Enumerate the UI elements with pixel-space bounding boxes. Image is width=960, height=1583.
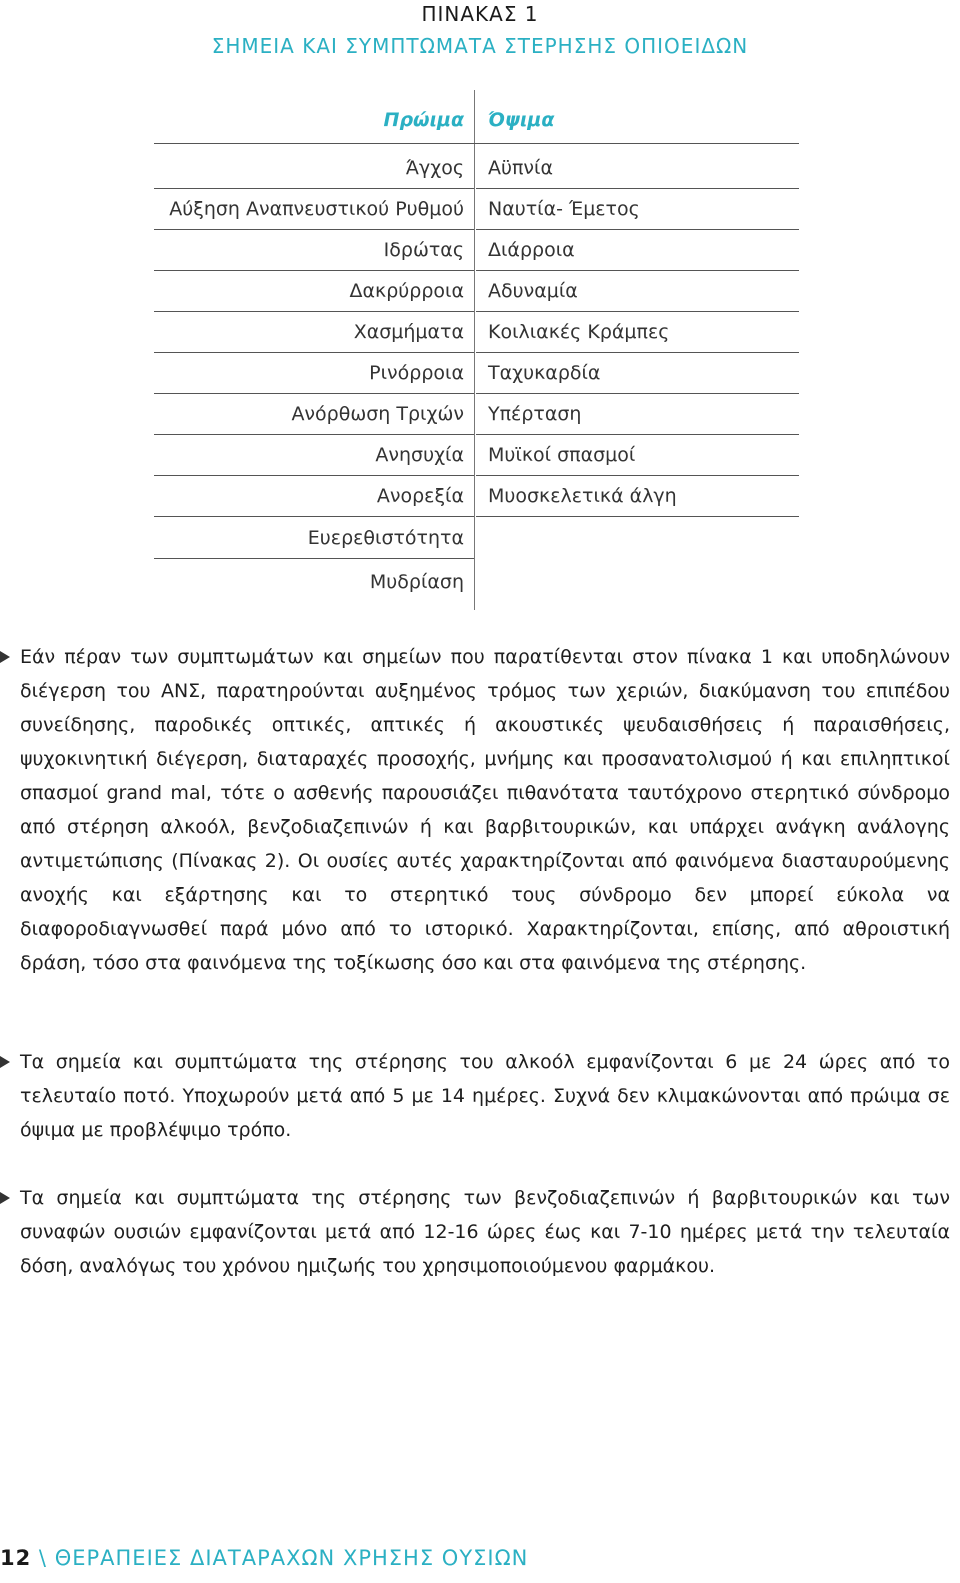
table-header-row [154,100,799,144]
late-cell: Μυοσκελετικά άλγη [488,485,677,507]
table-row [154,312,799,353]
header-late: Όψιμα [488,109,555,131]
table-title: ΣΗΜΕΙΑ ΚΑΙ ΣΥΜΠΤΩΜΑΤΑ ΣΤΕΡΗΣΗΣ ΟΠΙΟΕΙΔΩΝ [211,34,749,58]
late-cell: Ναυτία- Έμετος [488,198,640,220]
early-cell: Αύξηση Αναπνευστικού Ρυθμού [169,198,464,220]
table-row [154,230,799,271]
paragraph-1: Εάν πέραν των συμπτωμάτων και σημείων που παρατίθενται στον πίνακα 1 και υποδηλώνουν διέγερση του ΑΝΣ, παρατηρούνται αυξημένος τρόμος των χεριών, διακύμανση του επιπέδου συνείδησης, παροδικές οπτικές, απτικές ή ακουστικές ψευδαισθήσεις ή παραισθήσεις, ψυχοκινητική διέγερση, διαταραχές προσοχής, μνήμης και προσανατολισμού ή και επιληπτικοί σπασμοί grand mal, τότε ο ασθενής παρουσιάζει πιθανότατα ταυτόχρονο στερητικό σύνδρομο από στέρηση αλκοόλ, βενζοδιαζεπινών ή και βαρβιτουρικών, και υπάρχει ανάγκη ανάλογης αντιμετώπισης (Πίνακας 2). Οι ουσίες αυτές χαρακτηρίζονται από φαινόμενα διασταυρούμενης ανοχής και εξάρτησης και το στερητικό τους σύνδρομο δεν μπορεί εύκολα να διαφοροδιαγνωσθεί παρά μόνο από το ιστορικό. Χαρακτηρίζονται, επίσης, από αθροιστική δράση, τόσο στα φαινόμενα της τοξίκωσης όσο και στα φαινόμενα της στέρησης. [20,646,950,974]
early-cell: Δακρύρροια [349,280,464,302]
late-cell: Μυϊκοί σπασμοί [488,444,636,466]
late-cell: Αϋπνία [488,157,553,179]
table-row [154,189,799,230]
early-cell: Ανορεξία [376,485,464,507]
header-early: Πρώιμα [383,109,464,131]
early-cell: Άγχος [405,157,464,179]
early-cell: Μυδρίαση [369,571,464,593]
table-row [154,476,799,517]
early-cell: Ευερεθιστότητα [307,527,464,549]
late-cell: Κοιλιακές Κράμπες [488,321,670,343]
table-label: ΠΙΝΑΚΑΣ 1 [421,2,539,26]
page-number: 12 [0,1546,32,1570]
table-row [154,148,799,189]
late-cell: Διάρροια [488,239,575,261]
bullet-arrow-icon [0,1192,10,1204]
early-cell: Ανόρθωση Τριχών [291,403,464,425]
early-cell: Χασμήματα [353,321,464,343]
late-cell: Αδυναμία [488,280,578,302]
table-row [154,353,799,394]
page-footer [0,1543,528,1573]
table-row [154,435,799,476]
paragraph-2: Τα σημεία και συμπτώματα της στέρησης του αλκοόλ εμφανίζονται 6 με 24 ώρες από το τελευταίο ποτό. Υποχωρούν μετά από 5 με 14 ημέρες. Συχνά δεν κλιμακώνονται από πρώιμα σε όψιμα με προβλέψιμο τρόπο. [20,1051,950,1141]
running-title: ΘΕΡΑΠΕΙΕΣ ΔΙΑΤΑΡΑΧΩΝ ΧΡΗΣΗΣ ΟΥΣΙΩΝ [54,1546,529,1570]
table-row [154,562,799,603]
table-row [154,518,799,559]
paragraph-3: Τα σημεία και συμπτώματα της στέρησης των βενζοδιαζεπινών ή βαρβιτουρικών και των συναφών ουσιών εμφανίζονται μετά από 12-16 ώρες έως και 7-10 ημέρες μετά την τελευταία δόση, αναλόγως του χρόνου ημιζωής του χρησιμοποιούμενου φαρμάκου. [20,1187,950,1277]
table-row [154,271,799,312]
late-cell: Υπέρταση [488,403,582,425]
footer-separator: \ [38,1546,47,1570]
table-row [154,394,799,435]
late-cell: Ταχυκαρδία [488,362,601,384]
early-cell: Ανησυχία [375,444,464,466]
early-cell: Ρινόρροια [369,362,464,384]
bullet-arrow-icon [0,651,10,663]
early-cell: Ιδρώτας [383,239,464,261]
bullet-arrow-icon [0,1056,10,1068]
